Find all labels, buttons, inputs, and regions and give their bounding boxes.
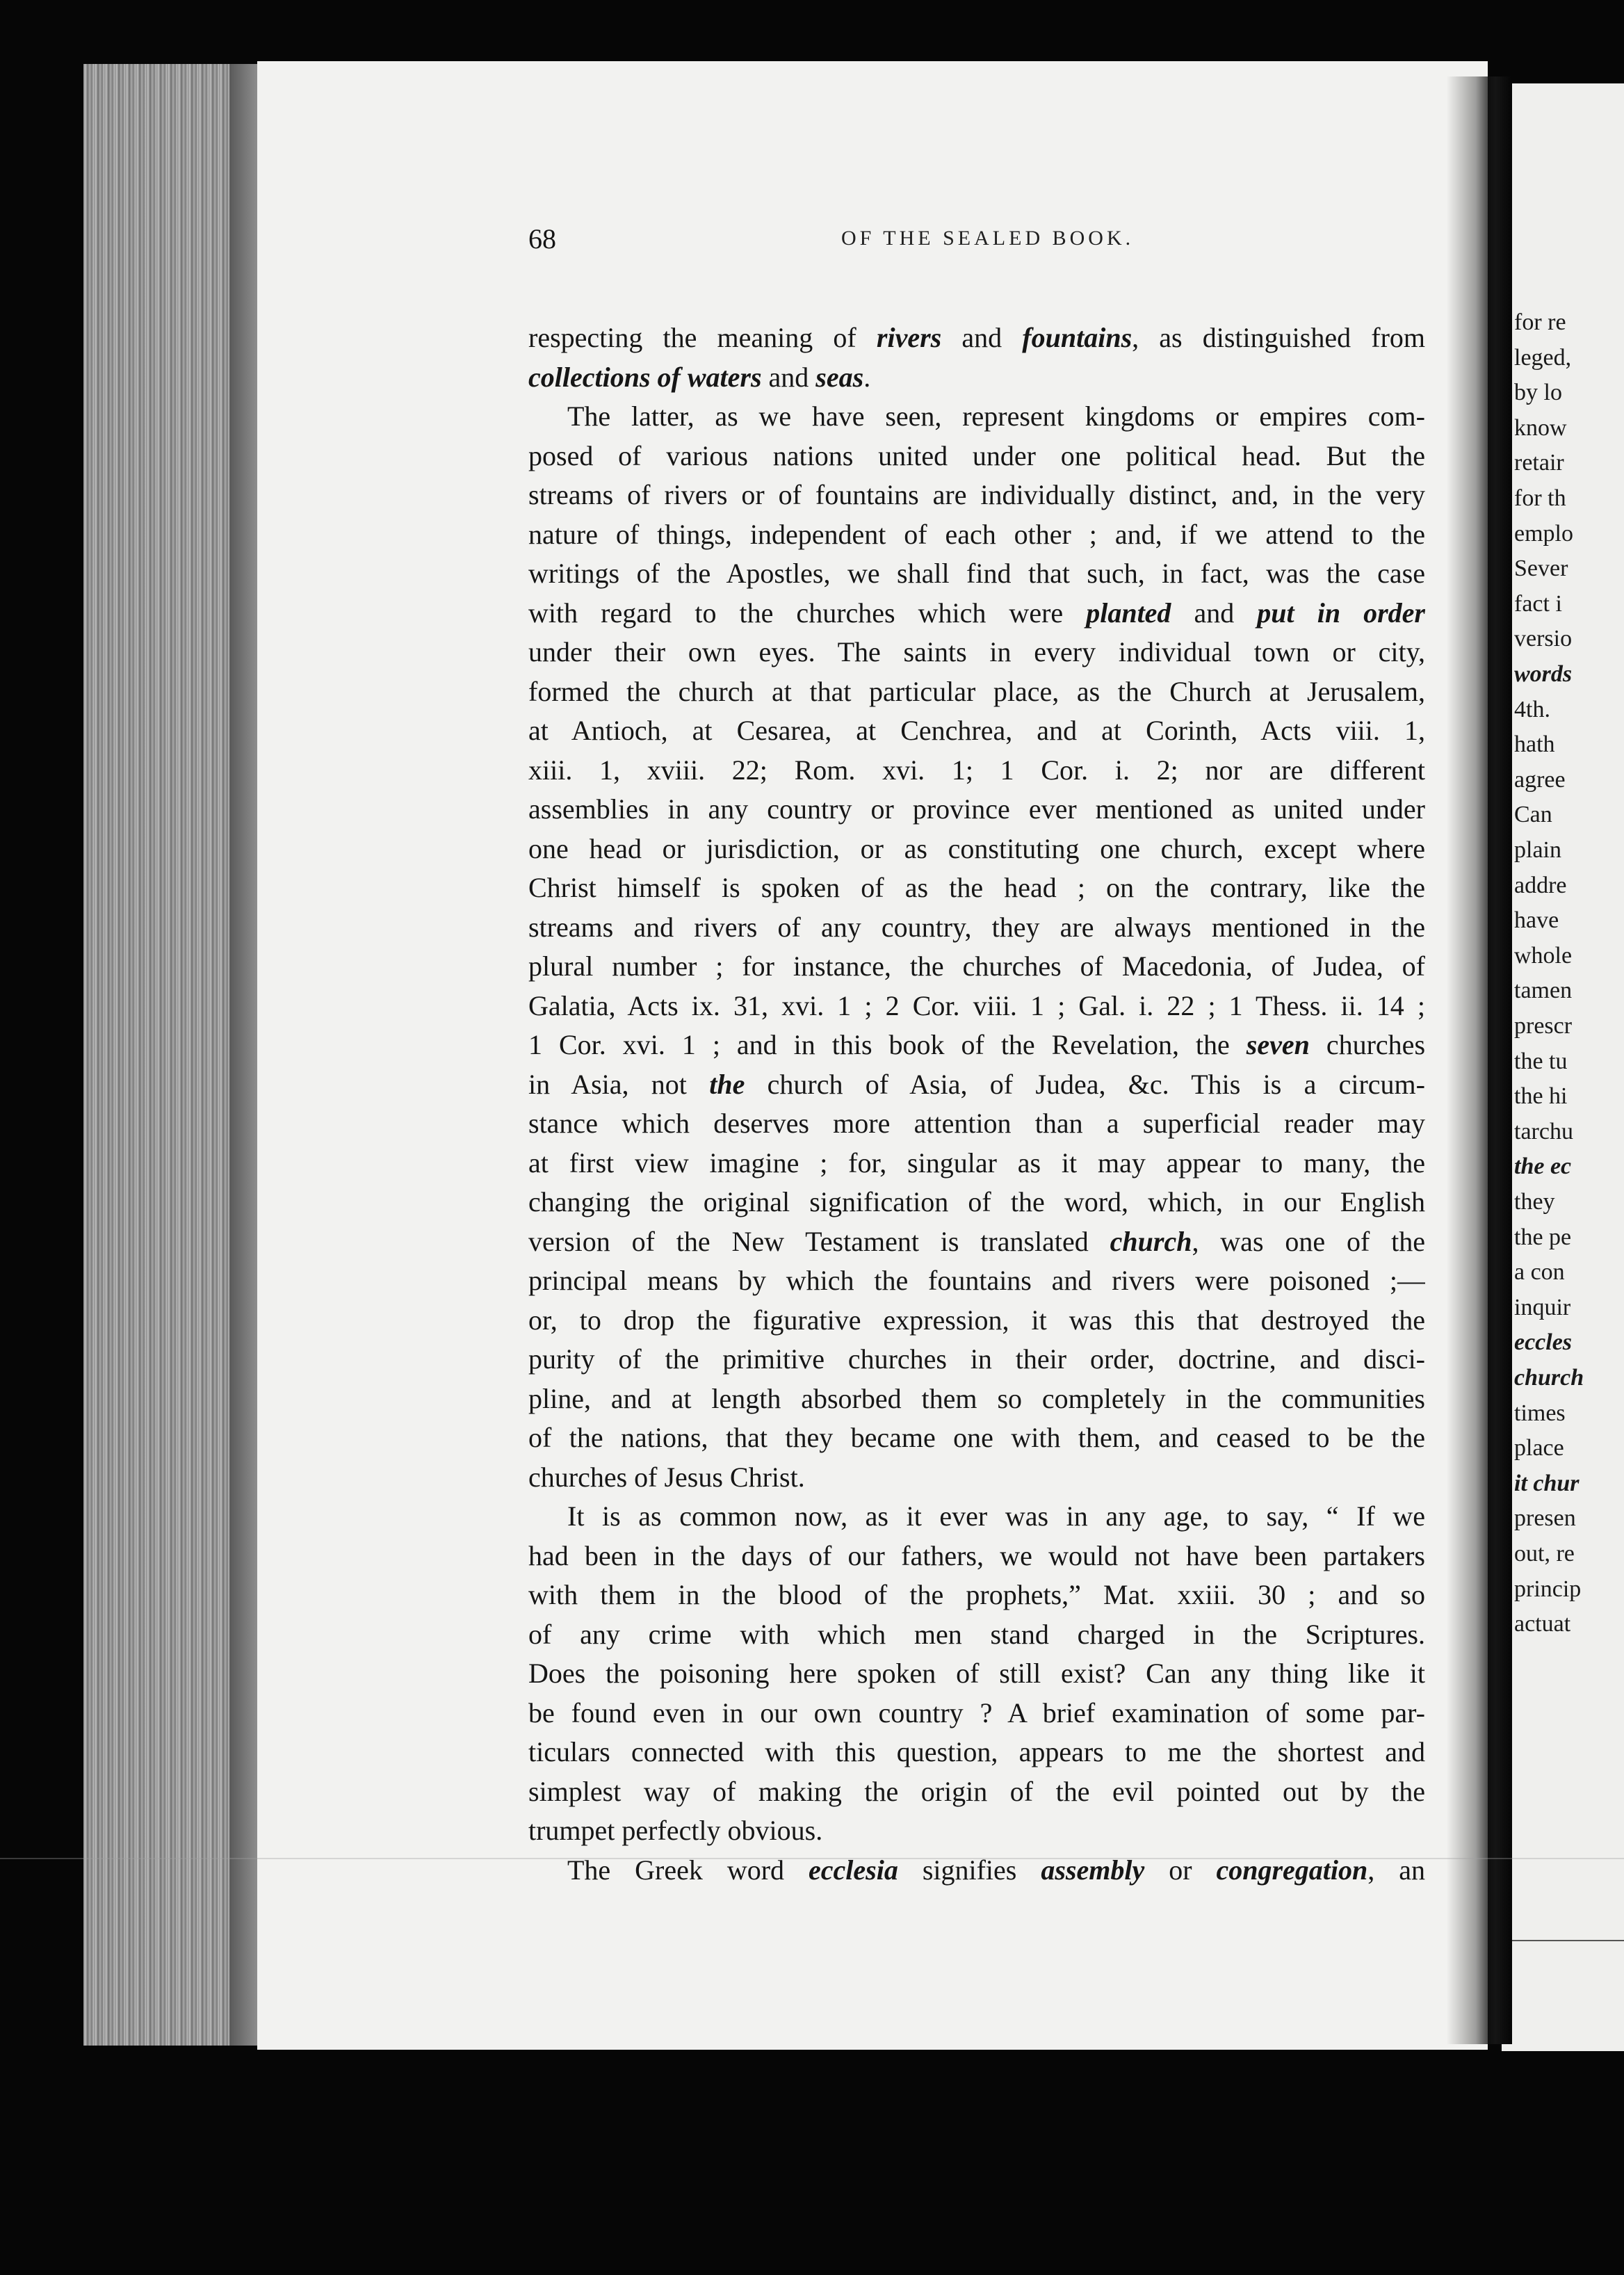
text-segment: of any crime with which men stand charged in the Scriptures. xyxy=(528,1618,1425,1650)
facing-page-line: inquir xyxy=(1514,1294,1571,1320)
text-line xyxy=(528,1065,1425,1105)
text-line xyxy=(528,1772,1425,1812)
text-segment: had been in the days of our fathers, we would not have been partakers xyxy=(528,1539,1425,1571)
text-segment: at Antioch, at Cesarea, at Cenchrea, and at Corinth, Acts viii. 1, xyxy=(528,715,1425,746)
facing-page-line: know xyxy=(1514,414,1567,441)
text-line xyxy=(528,1104,1425,1144)
facing-page-line: have xyxy=(1514,907,1559,934)
text-line xyxy=(528,1654,1425,1694)
text-segment: one head or jurisdiction, or as constituting one church, except where xyxy=(528,832,1425,864)
text-segment: The latter, as we have seen, represent kingdoms or empires com- xyxy=(567,400,1425,432)
facing-page-line: prescr xyxy=(1514,1013,1573,1039)
text-segment: xiii. 1, xviii. 22; Rom. xvi. 1; 1 Cor. i. 2; nor are different xyxy=(528,754,1425,786)
text-line xyxy=(528,987,1425,1026)
running-title: OF THE SEALED BOOK. xyxy=(841,227,1135,250)
facing-page-line: princip xyxy=(1514,1576,1582,1602)
facing-page-line: fact i xyxy=(1514,590,1562,617)
italic-text-segment: seas xyxy=(815,361,864,393)
facing-page-line: 4th. xyxy=(1514,696,1550,722)
text-segment: Does the poisoning here spoken of still exist? Can any thing like it xyxy=(528,1658,1425,1689)
text-segment: formed the church at that particular place, as the Church at Jerusalem, xyxy=(528,675,1425,707)
text-segment: be found even in our own country ? A brief examination of some par- xyxy=(528,1697,1425,1728)
text-line xyxy=(528,358,1425,398)
text-segment: and xyxy=(761,361,816,393)
italic-text-segment: church xyxy=(1110,1225,1192,1257)
facing-page-line: the hi xyxy=(1514,1083,1568,1110)
text-segment: 1 Cor. xvi. 1 ; and in this book of the Revelation, the xyxy=(528,1029,1247,1060)
text-segment: pline, and at length absorbed them so completely in the communities xyxy=(528,1382,1425,1414)
text-line xyxy=(528,1576,1425,1615)
facing-page xyxy=(1502,83,1624,2051)
text-segment: posed of various nations united under one political head. But the xyxy=(528,439,1425,471)
italic-text-segment: congregation xyxy=(1216,1854,1368,1886)
text-segment: or xyxy=(1144,1854,1217,1886)
text-line xyxy=(528,1458,1425,1498)
facing-page-line: addre xyxy=(1514,872,1567,898)
text-line xyxy=(528,318,1425,358)
text-segment: of the nations, that they became one with them, and ceased to be the xyxy=(528,1422,1425,1453)
text-segment: streams and rivers of any country, they are always mentioned in the xyxy=(528,911,1425,943)
text-segment: version of the New Testament is translated xyxy=(528,1225,1110,1257)
facing-page-line: for re xyxy=(1514,309,1566,335)
running-head xyxy=(528,222,1453,264)
facing-page-line: times xyxy=(1514,1400,1566,1426)
facing-page-rule xyxy=(1502,1940,1624,1941)
italic-text-segment: assembly xyxy=(1041,1854,1145,1886)
text-segment: in Asia, not xyxy=(528,1068,710,1100)
text-line xyxy=(528,1183,1425,1222)
italic-text-segment: rivers xyxy=(876,322,942,353)
text-segment: respecting the meaning of xyxy=(528,322,877,353)
text-segment: and xyxy=(1171,597,1258,629)
italic-text-segment: fountains xyxy=(1022,322,1132,353)
text-line xyxy=(528,829,1425,869)
facing-page-line: retair xyxy=(1514,450,1564,476)
facing-page-line: place xyxy=(1514,1435,1564,1462)
text-segment: Galatia, Acts ix. 31, xvi. 1 ; 2 Cor. viii. 1 ; Gal. i. 22 ; 1 Thess. ii. 14 ; xyxy=(528,989,1425,1021)
text-line xyxy=(528,554,1425,594)
text-segment: churches xyxy=(1309,1029,1425,1060)
text-line xyxy=(528,1537,1425,1576)
text-line xyxy=(528,1301,1425,1341)
text-segment: or, to drop the figurative expression, it was this that destroyed the xyxy=(528,1304,1425,1336)
text-line xyxy=(528,790,1425,829)
text-segment: trumpet perfectly obvious. xyxy=(528,1815,823,1846)
text-segment: at first view imagine ; for, singular as it may appear to many, the xyxy=(528,1147,1425,1179)
page-number: 68 xyxy=(528,223,556,254)
text-segment: , as distinguished from xyxy=(1132,322,1425,353)
text-segment: , was one of the xyxy=(1192,1225,1425,1257)
text-line xyxy=(528,1615,1425,1655)
text-line xyxy=(528,1261,1425,1301)
text-line xyxy=(528,711,1425,751)
facing-page-line: Can xyxy=(1514,802,1552,828)
facing-page-line: actuat xyxy=(1514,1611,1571,1637)
facing-page-line: the tu xyxy=(1514,1048,1568,1074)
text-line xyxy=(528,1418,1425,1458)
text-segment: churches of Jesus Christ. xyxy=(528,1461,805,1493)
facing-page-line: leged, xyxy=(1514,344,1572,371)
facing-page-line: Sever xyxy=(1514,556,1568,582)
facing-page-line: eccles xyxy=(1514,1329,1573,1356)
text-segment: ticulars connected with this question, appears to me the shortest and xyxy=(528,1736,1425,1767)
italic-text-segment: ecclesia xyxy=(809,1854,898,1886)
facing-page-line: presen xyxy=(1514,1505,1576,1532)
text-segment: purity of the primitive churches in their order, doctrine, and disci- xyxy=(528,1343,1425,1375)
text-segment: The Greek word xyxy=(567,1854,809,1886)
text-segment: stance which deserves more attention than a superficial reader may xyxy=(528,1108,1425,1139)
text-line xyxy=(528,437,1425,476)
text-line xyxy=(528,1144,1425,1183)
text-line xyxy=(528,1733,1425,1772)
text-line xyxy=(528,397,1425,437)
text-line xyxy=(528,672,1425,712)
text-segment: streams of rivers or of fountains are individually distinct, and, in the very xyxy=(528,479,1425,510)
text-line xyxy=(528,515,1425,555)
text-line xyxy=(528,1222,1425,1262)
text-segment: writings of the Apostles, we shall find that such, in fact, was the case xyxy=(528,558,1425,589)
facing-page-line: it chur xyxy=(1514,1470,1580,1496)
italic-text-segment: planted xyxy=(1086,597,1171,629)
facing-page-line: agree xyxy=(1514,766,1566,793)
text-segment: under their own eyes. The saints in every individual town or city, xyxy=(528,636,1425,667)
text-line xyxy=(528,1694,1425,1733)
text-segment: with regard to the churches which were xyxy=(528,597,1087,629)
text-segment: with them in the blood of the prophets,” Mat. xxiii. 30 ; and so xyxy=(528,1579,1425,1610)
text-segment: , an xyxy=(1367,1854,1425,1886)
facing-page-line: for th xyxy=(1514,485,1566,511)
text-line xyxy=(528,1811,1425,1851)
italic-text-segment: seven xyxy=(1246,1029,1310,1060)
facing-page-line: words xyxy=(1514,661,1573,687)
facing-page-line: whole xyxy=(1514,942,1573,969)
text-line xyxy=(528,1497,1425,1537)
facing-page-line: tamen xyxy=(1514,978,1573,1004)
italic-text-segment: the xyxy=(709,1068,745,1100)
text-line xyxy=(528,476,1425,515)
facing-page-line: out, re xyxy=(1514,1541,1575,1566)
italic-text-segment: put in order xyxy=(1257,597,1425,629)
facing-page-line: hath xyxy=(1514,731,1555,758)
facing-page-line: the ec xyxy=(1514,1153,1572,1180)
body-text xyxy=(528,318,1425,1890)
text-line xyxy=(528,633,1425,672)
facing-page-line: plain xyxy=(1514,837,1561,863)
text-segment: nature of things, independent of each other ; and, if we attend to the xyxy=(528,518,1425,550)
text-segment: church of Asia, of Judea, &c. This is a circum- xyxy=(745,1068,1425,1100)
text-line xyxy=(528,594,1425,633)
text-segment: . xyxy=(863,361,871,393)
text-line xyxy=(528,1851,1425,1891)
text-segment: simplest way of making the origin of the evil pointed out by the xyxy=(528,1775,1425,1807)
text-line xyxy=(528,1379,1425,1419)
facing-page-line: versio xyxy=(1514,626,1573,652)
text-segment: signifies xyxy=(898,1854,1041,1886)
facing-page-line: church xyxy=(1514,1365,1584,1391)
facing-page-line: the pe xyxy=(1514,1224,1572,1250)
text-segment: and xyxy=(941,322,1023,353)
facing-page-line: emplo xyxy=(1514,520,1573,547)
text-line xyxy=(528,947,1425,987)
text-segment: Christ himself is spoken of as the head ; on the contrary, like the xyxy=(528,872,1425,903)
spine-gutter-shadow xyxy=(1446,76,1512,2044)
text-segment: plural number ; for instance, the churches of Macedonia, of Judea, of xyxy=(528,950,1425,982)
facing-page-line: tarchu xyxy=(1514,1118,1573,1144)
text-line xyxy=(528,1340,1425,1379)
facing-page-line: they xyxy=(1514,1189,1555,1215)
text-line xyxy=(528,751,1425,791)
text-line xyxy=(528,868,1425,908)
text-segment: assemblies in any country or province ever mentioned as united under xyxy=(528,793,1425,825)
text-segment: It is as common now, as it ever was in any age, to say, “ If we xyxy=(567,1500,1425,1532)
facing-page-line: by lo xyxy=(1514,380,1562,406)
italic-text-segment: collections of waters xyxy=(528,361,762,393)
text-segment: principal means by which the fountains and rivers were poisoned ;— xyxy=(528,1265,1425,1296)
text-segment: changing the original signification of the word, which, in our English xyxy=(528,1186,1425,1217)
text-line xyxy=(528,908,1425,948)
text-line xyxy=(528,1026,1425,1065)
facing-page-line: a con xyxy=(1514,1259,1565,1286)
